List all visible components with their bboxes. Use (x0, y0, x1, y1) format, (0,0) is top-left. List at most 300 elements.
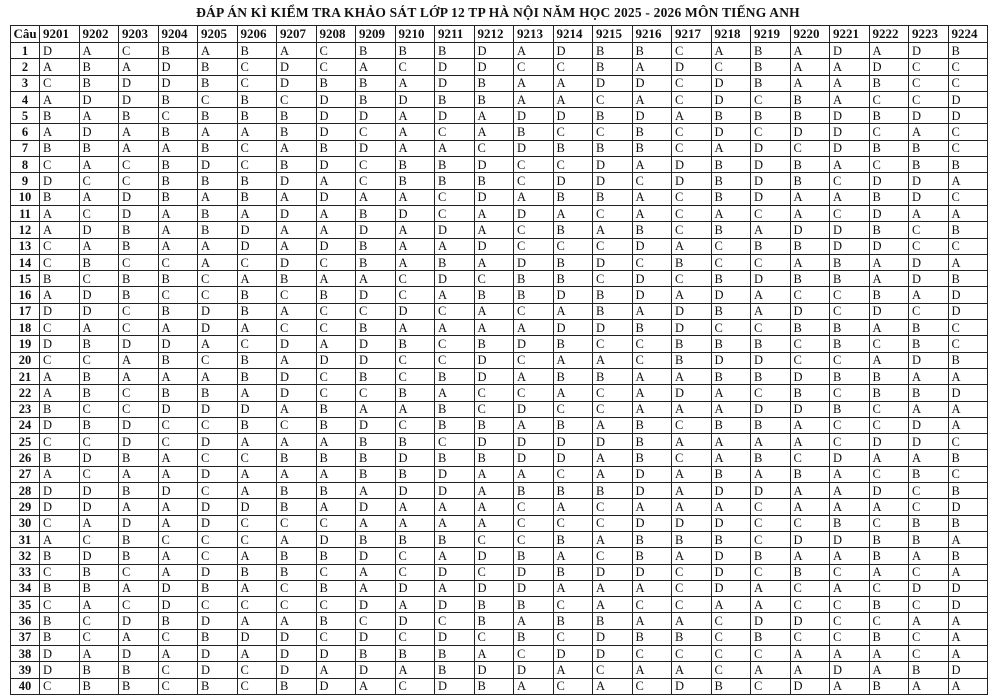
answer-cell: A (909, 368, 949, 384)
answer-cell: B (751, 417, 791, 433)
answer-cell: B (237, 352, 277, 368)
answer-cell: C (514, 645, 554, 661)
answer-cell: C (237, 662, 277, 678)
answer-cell: C (751, 515, 791, 531)
answer-cell: B (198, 385, 238, 401)
answer-cell: A (948, 564, 988, 580)
answer-cell: B (869, 108, 909, 124)
answer-cell: A (593, 580, 633, 596)
answer-cell: D (356, 108, 396, 124)
answer-cell: A (158, 564, 198, 580)
table-row (11, 531, 988, 547)
answer-cell: C (632, 597, 672, 613)
answer-cell: A (909, 124, 949, 140)
answer-cell: C (790, 597, 830, 613)
answer-cell: B (435, 43, 475, 59)
answer-cell: C (593, 548, 633, 564)
answer-cell: C (672, 205, 712, 221)
answer-cell: D (632, 515, 672, 531)
answer-cell: C (356, 173, 396, 189)
table-row (11, 645, 988, 661)
answer-cell: B (40, 580, 80, 596)
answer-cell: A (158, 548, 198, 564)
question-column-header: Câu (11, 26, 40, 43)
table-row (11, 385, 988, 401)
answer-cell: A (869, 645, 909, 661)
question-number: 22 (11, 385, 40, 401)
answer-cell: B (40, 450, 80, 466)
answer-cell: A (672, 401, 712, 417)
answer-cell: A (672, 662, 712, 678)
table-row (11, 678, 988, 694)
answer-cell: D (395, 205, 435, 221)
answer-cell: C (751, 564, 791, 580)
answer-cell: A (948, 645, 988, 661)
table-row (11, 43, 988, 59)
answer-cell: C (751, 385, 791, 401)
answer-cell: D (830, 43, 870, 59)
answer-cell: D (198, 401, 238, 417)
answer-cell: B (395, 645, 435, 661)
answer-cell: D (553, 320, 593, 336)
answer-cell: A (711, 43, 751, 59)
answer-cell: A (198, 43, 238, 59)
answer-cell: B (632, 434, 672, 450)
answer-cell: D (672, 678, 712, 694)
exam-code-header: 9209 (356, 26, 396, 43)
question-number: 21 (11, 368, 40, 384)
answer-cell: B (593, 483, 633, 499)
exam-code-header: 9223 (909, 26, 949, 43)
answer-cell: B (711, 368, 751, 384)
answer-cell: B (948, 43, 988, 59)
answer-cell: B (158, 385, 198, 401)
answer-cell: A (198, 336, 238, 352)
answer-cell: B (632, 43, 672, 59)
answer-cell: A (593, 678, 633, 694)
answer-cell: C (198, 548, 238, 564)
answer-cell: C (514, 59, 554, 75)
answer-cell: D (435, 629, 475, 645)
answer-cell: C (356, 157, 396, 173)
answer-cell: B (158, 303, 198, 319)
answer-cell: B (751, 629, 791, 645)
question-number: 14 (11, 254, 40, 270)
answer-cell: B (316, 140, 356, 156)
answer-cell: D (277, 368, 317, 384)
answer-cell: B (593, 59, 633, 75)
answer-cell: D (474, 548, 514, 564)
answer-cell: A (790, 75, 830, 91)
answer-cell: A (79, 515, 119, 531)
answer-cell: A (119, 59, 159, 75)
exam-code-header: 9202 (79, 26, 119, 43)
answer-cell: C (711, 613, 751, 629)
answer-cell: D (237, 499, 277, 515)
answer-cell: D (869, 173, 909, 189)
answer-cell: C (593, 271, 633, 287)
answer-cell: C (830, 352, 870, 368)
answer-cell: A (790, 434, 830, 450)
answer-cell: B (830, 515, 870, 531)
table-row (11, 238, 988, 254)
table-row (11, 173, 988, 189)
answer-cell: C (237, 157, 277, 173)
answer-cell: B (40, 108, 80, 124)
answer-cell: A (40, 466, 80, 482)
answer-cell: A (158, 499, 198, 515)
answer-cell: A (751, 597, 791, 613)
answer-cell: B (751, 59, 791, 75)
answer-cell: D (751, 613, 791, 629)
answer-cell: B (435, 91, 475, 107)
answer-cell: C (277, 91, 317, 107)
answer-cell: A (198, 368, 238, 384)
answer-cell: C (790, 629, 830, 645)
answer-cell: C (395, 59, 435, 75)
answer-cell: D (830, 450, 870, 466)
answer-cell: A (790, 548, 830, 564)
answer-cell: A (119, 499, 159, 515)
answer-cell: A (435, 287, 475, 303)
answer-cell: A (751, 466, 791, 482)
answer-cell: A (751, 287, 791, 303)
question-number: 38 (11, 645, 40, 661)
answer-cell: C (553, 466, 593, 482)
answer-cell: B (356, 645, 396, 661)
answer-cell: C (751, 124, 791, 140)
answer-cell: C (948, 124, 988, 140)
answer-cell: A (395, 108, 435, 124)
answer-cell: B (869, 75, 909, 91)
question-number: 25 (11, 434, 40, 450)
answer-cell: B (711, 678, 751, 694)
answer-cell: C (119, 385, 159, 401)
answer-cell: D (79, 91, 119, 107)
answer-cell: C (158, 678, 198, 694)
answer-cell: C (316, 629, 356, 645)
answer-cell: D (40, 303, 80, 319)
answer-cell: D (435, 108, 475, 124)
exam-code-header: 9207 (277, 26, 317, 43)
answer-cell: B (316, 287, 356, 303)
answer-cell: D (632, 271, 672, 287)
answer-cell: D (474, 43, 514, 59)
answer-cell: A (277, 401, 317, 417)
answer-cell: B (237, 368, 277, 384)
answer-cell: C (474, 140, 514, 156)
answer-cell: A (356, 401, 396, 417)
answer-cell: A (474, 205, 514, 221)
answer-cell: A (830, 189, 870, 205)
answer-cell: D (474, 157, 514, 173)
answer-cell: C (514, 222, 554, 238)
answer-cell: A (237, 271, 277, 287)
answer-cell: B (632, 320, 672, 336)
answer-cell: B (751, 75, 791, 91)
answer-cell: C (514, 173, 554, 189)
answer-cell: D (395, 613, 435, 629)
answer-cell: A (435, 238, 475, 254)
answer-cell: B (79, 368, 119, 384)
answer-cell: B (119, 662, 159, 678)
answer-cell: C (435, 352, 475, 368)
answer-cell: C (751, 320, 791, 336)
answer-cell: C (830, 629, 870, 645)
answer-cell: D (79, 499, 119, 515)
answer-cell: C (593, 662, 633, 678)
answer-cell: D (948, 91, 988, 107)
answer-cell: B (356, 450, 396, 466)
answer-cell: C (909, 59, 949, 75)
answer-cell: B (277, 108, 317, 124)
answer-cell: D (790, 613, 830, 629)
answer-cell: D (553, 450, 593, 466)
answer-cell: D (158, 597, 198, 613)
answer-cell: C (435, 189, 475, 205)
answer-cell: A (553, 548, 593, 564)
answer-cell: A (948, 531, 988, 547)
answer-cell: C (474, 531, 514, 547)
table-row (11, 515, 988, 531)
answer-cell: B (474, 613, 514, 629)
answer-cell: B (790, 91, 830, 107)
answer-cell: C (632, 254, 672, 270)
answer-cell: A (672, 548, 712, 564)
answer-cell: C (869, 466, 909, 482)
table-row (11, 140, 988, 156)
answer-cell: C (869, 515, 909, 531)
exam-code-header: 9213 (514, 26, 554, 43)
answer-cell: A (40, 287, 80, 303)
answer-cell: C (395, 678, 435, 694)
answer-cell: C (751, 254, 791, 270)
exam-code-header: 9215 (593, 26, 633, 43)
answer-cell: D (237, 238, 277, 254)
answer-cell: B (474, 173, 514, 189)
answer-cell: C (672, 124, 712, 140)
answer-cell: A (395, 75, 435, 91)
answer-cell: B (514, 271, 554, 287)
answer-cell: B (119, 108, 159, 124)
answer-cell: C (672, 140, 712, 156)
answer-cell: B (79, 678, 119, 694)
answer-cell: C (40, 320, 80, 336)
answer-cell: D (316, 352, 356, 368)
answer-cell: A (119, 368, 159, 384)
answer-cell: B (869, 597, 909, 613)
answer-cell: D (79, 287, 119, 303)
answer-cell: D (198, 466, 238, 482)
answer-cell: C (948, 140, 988, 156)
answer-cell: B (553, 271, 593, 287)
answer-cell: A (790, 254, 830, 270)
answer-cell: B (119, 238, 159, 254)
answer-cell: B (909, 140, 949, 156)
answer-cell: B (830, 401, 870, 417)
answer-cell: D (316, 108, 356, 124)
answer-cell: C (119, 254, 159, 270)
answer-cell: C (79, 434, 119, 450)
answer-cell: B (869, 678, 909, 694)
answer-cell: D (948, 287, 988, 303)
answer-cell: D (395, 303, 435, 319)
answer-cell: C (198, 91, 238, 107)
answer-cell: C (790, 336, 830, 352)
answer-cell: A (514, 189, 554, 205)
answer-cell: B (158, 157, 198, 173)
answer-cell: A (553, 662, 593, 678)
answer-cell: B (79, 662, 119, 678)
answer-cell: A (672, 499, 712, 515)
question-number: 33 (11, 564, 40, 580)
answer-cell: A (593, 531, 633, 547)
answer-cell: D (435, 483, 475, 499)
answer-cell: A (435, 499, 475, 515)
answer-key-table (10, 25, 988, 695)
answer-cell: C (593, 385, 633, 401)
answer-cell: C (553, 629, 593, 645)
answer-cell: A (158, 645, 198, 661)
answer-cell: B (593, 287, 633, 303)
answer-cell: C (395, 352, 435, 368)
question-number: 3 (11, 75, 40, 91)
answer-cell: C (790, 352, 830, 368)
answer-cell: A (237, 645, 277, 661)
answer-cell: B (356, 91, 396, 107)
answer-cell: A (751, 303, 791, 319)
answer-cell: C (79, 352, 119, 368)
answer-cell: B (751, 368, 791, 384)
answer-cell: C (553, 124, 593, 140)
table-row (11, 222, 988, 238)
answer-cell: B (356, 466, 396, 482)
answer-cell: D (869, 59, 909, 75)
answer-cell: D (790, 401, 830, 417)
exam-code-header: 9217 (672, 26, 712, 43)
answer-cell: B (277, 124, 317, 140)
answer-cell: B (830, 368, 870, 384)
answer-cell: D (356, 417, 396, 433)
answer-cell: B (514, 548, 554, 564)
question-number: 35 (11, 597, 40, 613)
answer-cell: D (593, 75, 633, 91)
answer-cell: D (514, 108, 554, 124)
answer-cell: C (198, 597, 238, 613)
answer-cell: A (395, 401, 435, 417)
answer-cell: C (435, 613, 475, 629)
answer-cell: A (395, 189, 435, 205)
answer-cell: D (435, 564, 475, 580)
exam-code-header: 9222 (869, 26, 909, 43)
answer-cell: D (514, 434, 554, 450)
answer-cell: A (119, 124, 159, 140)
answer-cell: D (277, 385, 317, 401)
answer-cell: C (237, 59, 277, 75)
answer-cell: D (474, 189, 514, 205)
answer-cell: D (948, 385, 988, 401)
answer-cell: B (514, 629, 554, 645)
answer-cell: C (316, 368, 356, 384)
answer-cell: D (316, 531, 356, 547)
answer-cell: D (474, 352, 514, 368)
answer-cell: A (830, 483, 870, 499)
answer-cell: A (474, 254, 514, 270)
answer-cell: B (356, 205, 396, 221)
answer-cell: D (948, 303, 988, 319)
answer-cell: B (435, 417, 475, 433)
question-number: 10 (11, 189, 40, 205)
answer-cell: C (593, 124, 633, 140)
answer-cell: A (474, 645, 514, 661)
answer-cell: C (119, 401, 159, 417)
answer-cell: D (869, 483, 909, 499)
answer-cell: D (909, 580, 949, 596)
answer-cell: D (909, 254, 949, 270)
answer-cell: C (830, 434, 870, 450)
answer-cell: A (869, 43, 909, 59)
answer-cell: B (158, 189, 198, 205)
answer-cell: C (277, 580, 317, 596)
answer-cell: B (553, 254, 593, 270)
answer-cell: B (435, 157, 475, 173)
answer-cell: A (553, 580, 593, 596)
answer-cell: B (751, 336, 791, 352)
answer-cell: D (435, 75, 475, 91)
answer-cell: D (435, 597, 475, 613)
answer-cell: C (672, 450, 712, 466)
answer-cell: A (514, 417, 554, 433)
answer-cell: A (751, 434, 791, 450)
answer-cell: A (316, 499, 356, 515)
answer-cell: C (553, 59, 593, 75)
answer-cell: A (158, 450, 198, 466)
answer-cell: D (751, 271, 791, 287)
answer-cell: B (632, 124, 672, 140)
answer-cell: A (395, 238, 435, 254)
answer-cell: C (395, 548, 435, 564)
answer-cell: A (711, 450, 751, 466)
answer-cell: B (632, 629, 672, 645)
answer-cell: C (948, 466, 988, 482)
answer-cell: B (356, 434, 396, 450)
answer-cell: C (435, 124, 475, 140)
answer-cell: D (474, 368, 514, 384)
answer-cell: B (237, 43, 277, 59)
answer-cell: D (948, 597, 988, 613)
answer-cell: B (474, 417, 514, 433)
answer-cell: C (316, 515, 356, 531)
answer-cell: B (948, 450, 988, 466)
answer-cell: B (356, 75, 396, 91)
answer-cell: C (948, 75, 988, 91)
answer-cell: D (553, 645, 593, 661)
exam-code-header: 9218 (711, 26, 751, 43)
answer-cell: A (356, 271, 396, 287)
answer-cell: B (277, 157, 317, 173)
answer-cell: B (869, 385, 909, 401)
answer-cell: B (593, 189, 633, 205)
answer-cell: D (356, 287, 396, 303)
answer-cell: A (356, 515, 396, 531)
answer-cell: D (632, 287, 672, 303)
answer-cell: B (79, 385, 119, 401)
answer-cell: B (277, 271, 317, 287)
exam-code-header: 9212 (474, 26, 514, 43)
answer-cell: B (514, 124, 554, 140)
answer-cell: A (672, 238, 712, 254)
answer-cell: A (751, 580, 791, 596)
